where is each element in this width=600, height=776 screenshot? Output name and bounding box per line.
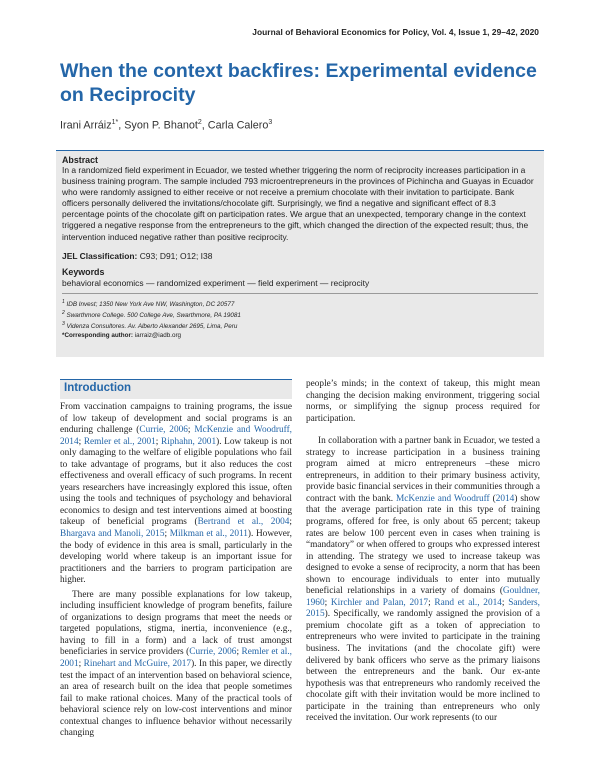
author-separator: ,	[201, 119, 208, 132]
body-text: ;	[155, 436, 162, 447]
jel-label: JEL Classification:	[62, 250, 138, 261]
citation-link[interactable]: McKenzie and Woodruff	[396, 493, 490, 504]
abstract-box	[56, 150, 544, 357]
keywords-heading: Keywords	[62, 266, 105, 277]
intro-paragraph-1	[60, 402, 292, 587]
body-text: ;	[78, 436, 84, 447]
body-text: ) show that the average participation rate in this type of training programs, offered for free, is only about 65 percent; takeup rates are below 100 percent even in cases when training is “mandatory” or when offered to groups who expressed interest in attending. The strategy we used to increase takeup was designed to evoke a sense of reciprocity, a norm that has been shown to encourage individuals to enter into mutually beneficial relationships in a variety of domains (	[306, 493, 540, 597]
body-text: ). Low takeup is not only damaging to the welfare of eligible populations who fail to take advantage of programs, but it also reduces the cost effectiveness and overall efficacy of such programs. In recent years researchers have increasingly explored this issue, often using the tools and techniques of psychology and behavioral economics to design and test interventions aimed at boosting takeup of beneficial programs (	[60, 436, 293, 528]
body-text: (	[489, 493, 496, 504]
body-text: ). Specifically, we randomly assigned the provision of a premium chocolate gift as a token of appreciation to entrepreneurs who were invited to participate in the training business. The invitations (and the chocolate gift) were delivered by bank officers who serve as the primary liaisons between the entrepreneurs and the bank. Our ex-ante hypothesis was that entrepreneurs who randomly received the chocolate gift with their invitation would be more inclined to participate in the training than entrepreneurs who only received the invitation. Our work represents (to our	[306, 609, 540, 724]
citation-link[interactable]: Riphahn, 2001	[161, 436, 217, 447]
body-text: ;	[164, 529, 170, 540]
body-text: ). However, the body of evidence in this area is small, particularly in the developing world where takeup is an important issue for practitioners and the barriers to program participation are higher.	[60, 529, 292, 586]
footnote-marker: 2	[62, 309, 65, 316]
footnote-text: IDB Invest; 1350 New York Ave NW, Washington, DC 20577	[66, 300, 235, 308]
citation-link[interactable]: Remler et al., 2001	[83, 436, 156, 447]
body-text: ;	[501, 597, 509, 608]
body-text: ;	[428, 597, 435, 608]
citation-link[interactable]: Rand et al., 2014	[434, 597, 502, 608]
corresponding-author	[62, 332, 538, 340]
abstract-text: In a randomized field experiment in Ecuador, we tested whether triggering the norm of reciprocity increases participation in a business training program. The sample included 793 microentrepreneurs in the provinces of Pichincha and Guayas in Ecuador who were randomly assigned to either receive or not receive a premium chocolate with their invitation to participate. Bank officers personally delivered the invitations/chocolate gift. Surprisingly, we find a negative and significant effect of 8.3 percentage points of the chocolate gift on participation rates. We argue that an unexpected, temporary change in the context triggered a negative response from the entrepreneurs to the gift, which changed the direction of the expected result; thus, the intervention induced negative rather than positive reciprocity.	[62, 165, 534, 242]
citation-link[interactable]: Milkman et al., 2011	[169, 529, 248, 540]
intro-paragraph-4	[306, 436, 540, 725]
keywords-text: behavioral economics — randomized experiment — field experiment — reciprocity	[62, 277, 370, 288]
body-text: ;	[324, 597, 331, 608]
footnote-marker: 3	[62, 321, 65, 328]
citation-link[interactable]: 2014	[495, 493, 515, 504]
citation-link[interactable]: Bertrand et al., 2004	[197, 517, 290, 528]
footnote-text: Swarthmore College. 500 College Ave, Swarthmore, PA 19081	[66, 312, 241, 320]
citation-link[interactable]: McKenzie and Woodruff, 2014	[60, 425, 292, 447]
author-affiliation-marker: 1*	[111, 119, 119, 126]
citation-link[interactable]: Bhargava and Manoli, 2015	[60, 529, 165, 540]
jel-codes: C93; D91; O12; I38	[139, 250, 213, 261]
footnote-marker: 1	[62, 298, 65, 305]
affiliation-footnote	[62, 298, 538, 309]
footnote-divider	[62, 293, 538, 294]
author-name: Carla Calero	[207, 119, 269, 132]
section-heading-introduction: Introduction	[60, 379, 292, 399]
body-text: ;	[187, 425, 195, 436]
citation-link[interactable]: Remler et al., 2001	[60, 647, 292, 670]
citation-link[interactable]: Gouldner, 1960	[306, 586, 540, 608]
left-column	[60, 379, 292, 740]
body-text: ;	[289, 517, 292, 528]
footnote-text: Videnza Consultores. Av. Alberto Alexander 2695, Lima, Peru	[66, 323, 238, 331]
author-affiliation-marker: 3	[268, 119, 273, 126]
right-column	[306, 379, 540, 725]
citation-link[interactable]: Kirchler and Palan, 2017	[330, 597, 429, 608]
citation-link[interactable]: Rinehart and McGuire, 2017	[83, 659, 192, 670]
intro-paragraph-2	[60, 590, 292, 740]
body-text: From vaccination campaigns to training programs, the issue of low takeup of development and social programs is an enduring challenge (	[60, 402, 292, 436]
body-text: ;	[78, 659, 84, 670]
body-text: ). In this paper, we directly test the impact of an intervention based on behavioral science, an area of research built on the idea that people sometimes fail to make rational choices. Many of the practical tools of behavioral science rely on low-cost interventions and minor contextual changes to influence behavior without necessarily changing	[60, 659, 292, 739]
affiliation-footnote	[62, 309, 538, 320]
author-affiliation-marker: 2	[197, 119, 202, 126]
citation-link[interactable]: Currie, 2006	[139, 425, 188, 436]
jel-classification	[62, 251, 538, 261]
journal-citation: Journal of Behavioral Economics for Policy, Vol. 4, Issue 1, 29–42, 2020	[252, 27, 539, 37]
citation-link[interactable]: Sanders, 2015	[306, 597, 540, 620]
author-list	[60, 119, 272, 132]
paper-title: When the context backfires: Experimental evidence on Reciprocity	[60, 60, 537, 106]
corresponding-email[interactable]: iarraiz@iadb.org	[134, 331, 182, 339]
corresponding-label: *Corresponding author:	[62, 331, 134, 339]
citation-link[interactable]: Currie, 2006	[189, 647, 237, 658]
author-name: Syon P. Bhanot	[124, 119, 198, 132]
affiliation-footnote	[62, 320, 538, 331]
author-name: Irani Arráiz	[60, 119, 112, 132]
body-text: ;	[236, 647, 242, 658]
body-text: people’s minds; in the context of takeup, this might mean changing the decision making environment, triggering social norms, or simplifying the signup process required for participation.	[306, 379, 540, 424]
abstract-heading: Abstract	[62, 155, 99, 165]
intro-paragraph-3	[306, 379, 540, 425]
body-text: In collaboration with a partner bank in Ecuador, we tested a strategy to increase participation in a business training program aimed at micro entrepreneurs –these micro entrepreneurs, in addition to their primary business activity, provide basic financial services in their communities through a contract with the bank.	[306, 436, 540, 504]
body-text: There are many possible explanations for low takeup, including insufficient knowledge of program benefits, failure of organizations to design programs that meet the needs or targeted populations, stigma, inertia, inconvenience (e.g., having to fill in a form) and a lack of trust amongst beneficiaries in service providers (	[60, 589, 292, 658]
author-separator: ,	[118, 119, 125, 132]
